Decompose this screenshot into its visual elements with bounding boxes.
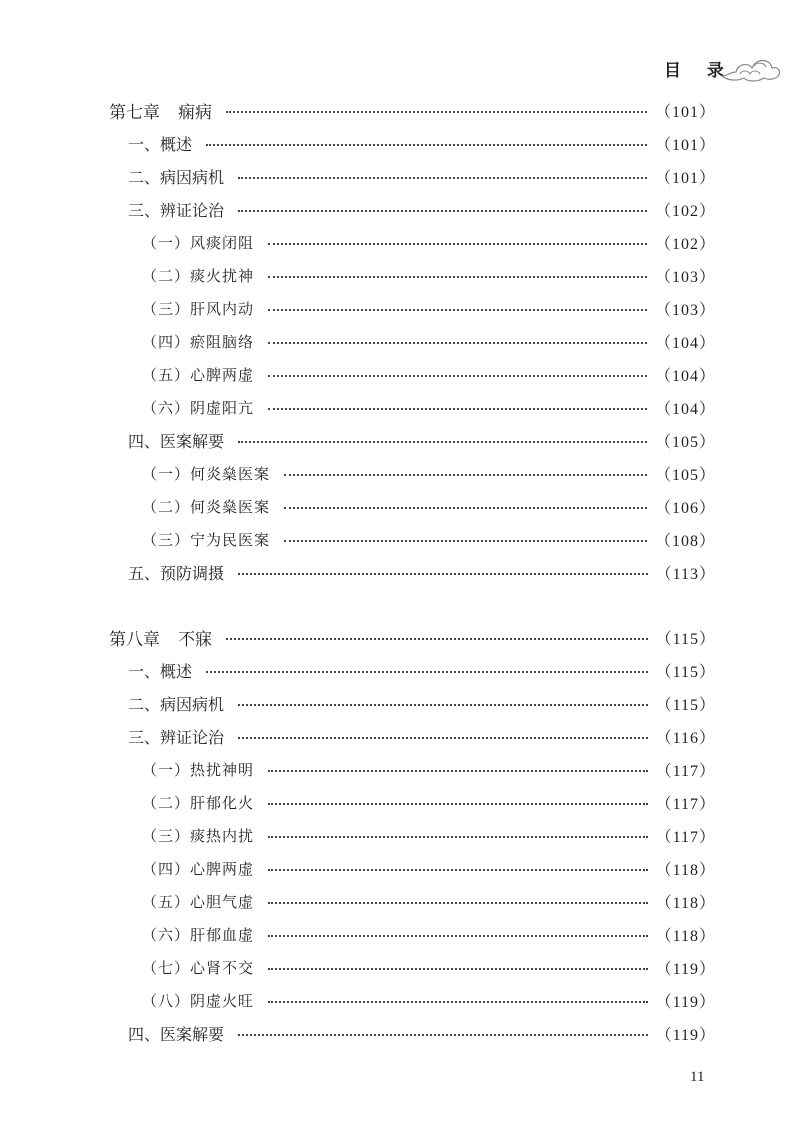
dot-leader [238, 441, 647, 443]
toc-entry-text: 不寐 [178, 629, 212, 650]
toc-entry-label [142, 529, 284, 550]
toc-entry-label [128, 692, 238, 715]
toc-page-ref: （113） [655, 565, 716, 583]
toc-page-ref: （104） [654, 334, 716, 352]
dot-leader [238, 177, 647, 179]
dot-leader [226, 111, 647, 113]
toc-section-entry[interactable] [128, 724, 716, 748]
page-number: 11 [690, 1069, 705, 1085]
toc-page-ref: （103） [654, 301, 716, 319]
toc-subsection-entry[interactable] [142, 790, 716, 814]
toc-entry-label [142, 858, 268, 879]
toc-entry-label [142, 759, 268, 780]
toc-subsection-entry[interactable] [142, 362, 716, 386]
toc-entry-label [128, 1022, 238, 1045]
toc-entry-text: （一）风痰闭阻 [142, 233, 255, 252]
toc-entry-text: 一、概述 [128, 661, 193, 681]
toc-page-ref: （115） [655, 663, 716, 681]
toc-subsection-entry[interactable] [142, 823, 716, 847]
toc-subsection-entry[interactable] [142, 263, 716, 287]
toc-page-ref: （115） [655, 696, 716, 714]
toc-entry-label [142, 397, 268, 418]
toc-subsection-entry[interactable] [142, 527, 716, 551]
toc-entry-label [128, 429, 238, 452]
toc-page-ref: （101） [654, 169, 716, 187]
toc-page-ref: （117） [655, 762, 716, 780]
toc-subsection-entry[interactable] [142, 296, 716, 320]
toc-entry-label [142, 990, 268, 1011]
toc-entry-label [142, 792, 268, 813]
toc-subsection-entry[interactable] [142, 461, 716, 485]
toc-entry-text: （三）肝风内动 [142, 299, 255, 318]
toc-entry-text: （五）心脾两虚 [142, 365, 255, 384]
toc-entry-text: 三、辨证论治 [128, 727, 225, 747]
page-header [640, 50, 780, 90]
toc-entry-text: 一、概述 [128, 134, 193, 154]
toc-page-ref: （117） [655, 828, 716, 846]
toc-entry-text: （八）阴虚火旺 [142, 991, 255, 1010]
toc-page-ref: （105） [654, 433, 716, 451]
dot-leader [206, 144, 647, 146]
toc-entry-label [142, 825, 268, 846]
toc-page-ref: （104） [654, 400, 716, 418]
toc-subsection-entry[interactable] [142, 889, 716, 913]
toc-page-ref: （118） [655, 927, 716, 945]
toc-entry-text: （二）痰火扰神 [142, 266, 255, 285]
chapter-number: 第八章 [109, 629, 160, 650]
toc-section-entry[interactable] [128, 164, 716, 188]
dot-leader [284, 540, 647, 542]
toc-entry-text: 三、辨证论治 [128, 200, 225, 220]
toc-entry-label [128, 561, 238, 584]
dot-leader [284, 474, 647, 476]
toc-entry-text: （六）肝郁血虚 [142, 925, 255, 944]
toc-page-ref: （119） [655, 1026, 716, 1044]
dot-leader [268, 968, 648, 970]
toc-subsection-entry[interactable] [142, 230, 716, 254]
toc-page-ref: （119） [655, 993, 716, 1011]
dot-leader [238, 573, 648, 575]
toc-entry-text: （四）瘀阻脑络 [142, 332, 255, 351]
toc-page-ref: （118） [655, 861, 716, 879]
toc-entry-label [142, 298, 268, 319]
toc-section-entry[interactable] [128, 560, 716, 584]
toc-subsection-entry[interactable] [142, 922, 716, 946]
dot-leader [268, 342, 647, 344]
toc-subsection-entry[interactable] [142, 494, 716, 518]
toc-entry-label [142, 496, 284, 517]
toc-page-ref: （106） [654, 499, 716, 517]
toc-entry-label [128, 725, 238, 748]
toc-entry-text: （七）心肾不交 [142, 958, 255, 977]
toc-entry-text: （一）何炎燊医案 [142, 464, 271, 483]
toc-page-ref: （101） [654, 136, 716, 154]
dot-leader [226, 638, 648, 640]
dot-leader [268, 375, 647, 377]
dot-leader [238, 737, 648, 739]
dot-leader [238, 704, 648, 706]
dot-leader [268, 276, 647, 278]
toc-entry-label [109, 625, 226, 650]
toc-page-ref: （101） [654, 103, 716, 121]
toc-page-ref: （102） [654, 235, 716, 253]
toc-entry-label [142, 924, 268, 945]
toc-section-entry[interactable] [128, 131, 716, 155]
dot-leader [268, 770, 648, 772]
toc-page-ref: （104） [654, 367, 716, 385]
toc-chapter-entry[interactable] [109, 98, 716, 122]
toc-entry-text: （四）心脾两虚 [142, 859, 255, 878]
toc-page-ref: （105） [654, 466, 716, 484]
chapter-number: 第七章 [109, 102, 160, 123]
toc-entry-text: （五）心胆气虚 [142, 892, 255, 911]
dot-leader [268, 243, 647, 245]
dot-leader [206, 671, 648, 673]
toc-entry-text: 四、医案解要 [128, 1024, 225, 1044]
toc-entry-text: （二）何炎燊医案 [142, 497, 271, 516]
toc-entry-label [128, 198, 238, 221]
toc-subsection-entry[interactable] [142, 955, 716, 979]
dot-leader [238, 210, 647, 212]
toc-entry-label [142, 891, 268, 912]
dot-leader [284, 507, 647, 509]
toc-subsection-entry[interactable] [142, 329, 716, 353]
toc-entry-text: 二、病因病机 [128, 694, 225, 714]
toc-entry-text: 痫病 [178, 102, 212, 123]
toc-entry-text: 五、预防调摄 [128, 563, 225, 583]
toc-entry-text: 二、病因病机 [128, 167, 225, 187]
dot-leader [268, 836, 648, 838]
toc-page-ref: （108） [654, 532, 716, 550]
toc-section-entry[interactable] [128, 1021, 716, 1045]
dot-leader [268, 935, 648, 937]
toc-subsection-entry[interactable] [142, 988, 716, 1012]
toc-section-entry[interactable] [128, 197, 716, 221]
toc-entry-label [142, 364, 268, 385]
toc-entry-text: （二）肝郁化火 [142, 793, 255, 812]
dot-leader [238, 1034, 648, 1036]
dot-leader [268, 902, 648, 904]
toc-entry-label [142, 331, 268, 352]
toc-subsection-entry[interactable] [142, 757, 716, 781]
dot-leader [268, 803, 648, 805]
toc-chapter-entry[interactable] [109, 625, 716, 649]
toc-page-ref: （103） [654, 268, 716, 286]
toc-entry-label [142, 232, 268, 253]
toc-entry-label [142, 265, 268, 286]
toc-page-ref: （119） [655, 960, 716, 978]
toc-entry-text: 四、医案解要 [128, 431, 225, 451]
toc-page-ref: （102） [654, 202, 716, 220]
toc-entry-label [128, 132, 206, 155]
cloud-ornament-icon [718, 50, 782, 84]
dot-leader [268, 309, 647, 311]
toc-page-ref: （116） [655, 729, 716, 747]
toc-entry-label [128, 165, 238, 188]
toc-page-ref: （115） [655, 630, 716, 648]
toc-entry-label [128, 659, 206, 682]
toc-entry-label [142, 463, 284, 484]
toc-entry-label [109, 98, 226, 123]
dot-leader [268, 1001, 648, 1003]
toc-section-entry[interactable] [128, 428, 716, 452]
toc-entry-text: （三）宁为民医案 [142, 530, 271, 549]
toc-entry-text: （六）阴虚阳亢 [142, 398, 255, 417]
header-title: 目 录 [664, 61, 734, 81]
toc-entry-text: （三）痰热内扰 [142, 826, 255, 845]
toc-section-entry[interactable] [128, 658, 716, 682]
toc-page-ref: （118） [655, 894, 716, 912]
toc-subsection-entry[interactable] [142, 395, 716, 419]
dot-leader [268, 408, 647, 410]
dot-leader [268, 869, 648, 871]
toc-entry-label [142, 957, 268, 978]
toc-section-entry[interactable] [128, 691, 716, 715]
toc-entry-text: （一）热扰神明 [142, 760, 255, 779]
toc-subsection-entry[interactable] [142, 856, 716, 880]
toc-page-ref: （117） [655, 795, 716, 813]
